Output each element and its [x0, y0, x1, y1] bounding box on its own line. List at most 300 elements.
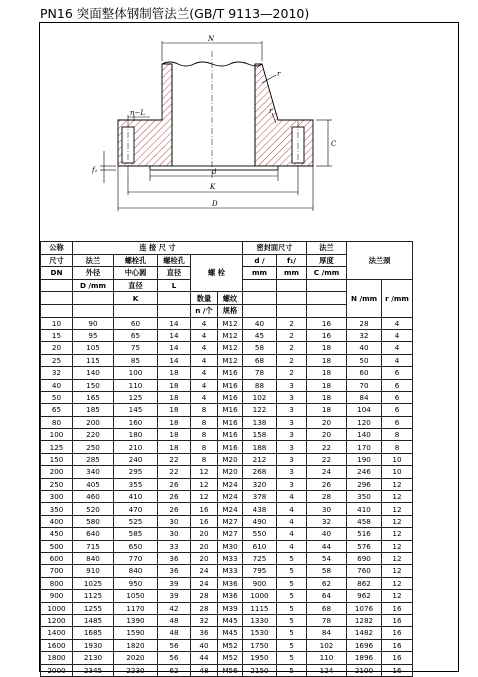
table-cell: 50 [41, 391, 73, 403]
table-cell: 85 [114, 354, 158, 366]
table-cell: 54 [307, 552, 347, 564]
header-bolt-hole-unit: L [158, 279, 191, 292]
table-cell: M52 [218, 652, 243, 664]
header-bolt-hole: 螺栓孔 [158, 254, 191, 267]
table-cell: M16 [218, 391, 243, 403]
table-cell: 44 [191, 652, 218, 664]
table-cell: 500 [41, 540, 73, 552]
table-cell: M24 [218, 491, 243, 503]
table-cell: 102 [307, 639, 347, 651]
header-c-unit: C /mm [307, 267, 347, 280]
table-cell: 39 [158, 577, 191, 589]
table-cell: 2000 [41, 664, 73, 676]
header-N-unit: N /mm [347, 279, 382, 317]
table-cell: 42 [158, 602, 191, 614]
table-cell: 8 [191, 453, 218, 465]
table-cell: 2 [277, 317, 307, 329]
dim-nL-label: n−L [130, 109, 146, 117]
table-cell: 3 [277, 429, 307, 441]
table-cell: 32 [347, 329, 382, 341]
table-cell: 2150 [243, 664, 277, 676]
table-cell: 410 [347, 503, 382, 515]
table-cell: 70 [347, 379, 382, 391]
table-cell: 4 [191, 354, 218, 366]
table-cell: 60 [114, 317, 158, 329]
table-cell: M20 [218, 466, 243, 478]
table-cell: 355 [114, 478, 158, 490]
table-cell: 405 [73, 478, 114, 490]
table-cell: 5 [277, 552, 307, 564]
table-cell: 576 [347, 540, 382, 552]
table-cell: 12 [382, 503, 413, 515]
table-cell: 48 [158, 627, 191, 639]
table-cell: 102 [243, 391, 277, 403]
table-cell: 4 [191, 317, 218, 329]
table-cell: 862 [347, 577, 382, 589]
table-cell: 12 [191, 478, 218, 490]
table-cell: M16 [218, 441, 243, 453]
flange-spec-table [40, 241, 413, 677]
table-cell: 340 [73, 466, 114, 478]
table-cell: 20 [191, 540, 218, 552]
table-cell: 14 [158, 317, 191, 329]
table-cell: 104 [347, 404, 382, 416]
table-cell: 5 [277, 565, 307, 577]
table-cell: 36 [191, 627, 218, 639]
table-cell: M33 [218, 565, 243, 577]
table-cell: 1125 [73, 590, 114, 602]
header-thickness: 厚度 [307, 254, 347, 267]
flange-drawing [40, 23, 458, 241]
table-cell: 28 [191, 602, 218, 614]
table-cell: 12 [382, 478, 413, 490]
table-cell: 1820 [114, 639, 158, 651]
table-cell: 18 [158, 367, 191, 379]
table-cell: 24 [191, 565, 218, 577]
table-cell: 5 [277, 664, 307, 676]
table-cell: 5 [277, 577, 307, 589]
table-cell: 180 [114, 429, 158, 441]
table-cell: 48 [158, 614, 191, 626]
table-cell: 5 [277, 652, 307, 664]
table-cell: 6 [382, 416, 413, 428]
table-cell: 16 [382, 627, 413, 639]
table-cell: 22 [307, 441, 347, 453]
table-cell: 36 [158, 565, 191, 577]
table-row [41, 528, 413, 540]
header-flange: 法兰 [307, 242, 347, 255]
table-row [41, 590, 413, 602]
table-cell: 26 [158, 503, 191, 515]
table-cell: 350 [347, 491, 382, 503]
header-connection: 连 接 尺 寸 [73, 242, 243, 255]
table-cell: 650 [114, 540, 158, 552]
header-bolt-circle3: 直径 [114, 279, 158, 292]
table-row [41, 565, 413, 577]
table-cell: M20 [218, 453, 243, 465]
table-cell: 1076 [347, 602, 382, 614]
table-cell: 32 [191, 614, 218, 626]
table-cell: 62 [307, 577, 347, 589]
table-cell: 400 [41, 515, 73, 527]
table-row [41, 416, 413, 428]
table-cell: 125 [114, 391, 158, 403]
table-cell: 840 [73, 552, 114, 564]
table-cell: 1115 [243, 602, 277, 614]
table-cell: 78 [307, 614, 347, 626]
table-cell: 20 [307, 429, 347, 441]
table-cell: 3 [277, 441, 307, 453]
table-cell: 700 [41, 565, 73, 577]
table-cell: 2 [277, 354, 307, 366]
table-cell: 300 [41, 491, 73, 503]
table-cell: 1800 [41, 652, 73, 664]
table-row [41, 614, 413, 626]
table-cell: 18 [307, 391, 347, 403]
table-cell: 200 [73, 416, 114, 428]
table-cell: M16 [218, 429, 243, 441]
table-cell: 26 [158, 491, 191, 503]
table-cell: 4 [382, 317, 413, 329]
table-cell: 640 [73, 528, 114, 540]
table-cell: 56 [158, 639, 191, 651]
table-cell: 3 [277, 379, 307, 391]
table-cell: 2 [277, 329, 307, 341]
table-cell: 165 [73, 391, 114, 403]
table-cell: 4 [382, 354, 413, 366]
table-cell: 14 [158, 329, 191, 341]
table-row [41, 503, 413, 515]
table-cell: 160 [114, 416, 158, 428]
table-cell: 2345 [73, 664, 114, 676]
table-cell: 8 [191, 429, 218, 441]
table-cell: 10 [382, 453, 413, 465]
table-cell: 8 [382, 429, 413, 441]
table-cell: 1170 [114, 602, 158, 614]
table-cell: 16 [191, 503, 218, 515]
table-cell: 30 [158, 528, 191, 540]
table-cell: 18 [307, 342, 347, 354]
table-cell: 30 [307, 503, 347, 515]
table-cell: 10 [41, 317, 73, 329]
table-cell: 1750 [243, 639, 277, 651]
table-cell: 18 [158, 379, 191, 391]
table-cell: 78 [243, 367, 277, 379]
table-cell: 15 [41, 329, 73, 341]
table-cell: 1000 [243, 590, 277, 602]
table-cell: 28 [307, 491, 347, 503]
header-seal-face: 密封面尺寸 [243, 242, 307, 255]
table-cell: 28 [191, 590, 218, 602]
table-cell: 24 [191, 577, 218, 589]
table-cell: 800 [41, 577, 73, 589]
table-cell: 4 [191, 391, 218, 403]
header-od: 法兰 [73, 254, 114, 267]
table-cell: 12 [191, 491, 218, 503]
table-cell: 250 [41, 478, 73, 490]
table-cell: 715 [73, 540, 114, 552]
header-dn: DN [41, 267, 73, 280]
table-row [41, 453, 413, 465]
table-cell: 64 [307, 590, 347, 602]
header-bolts: 螺 栓 [191, 254, 243, 292]
table-row [41, 478, 413, 490]
table-cell: 110 [307, 652, 347, 664]
table-cell: M16 [218, 367, 243, 379]
table-row [41, 441, 413, 453]
table-cell: 4 [277, 540, 307, 552]
table-cell: M12 [218, 317, 243, 329]
table-cell: 12 [382, 491, 413, 503]
table-row [41, 466, 413, 478]
header-bolt-qty-unit: n /个 [191, 304, 218, 317]
table-cell: 10 [382, 466, 413, 478]
table-cell: 28 [347, 317, 382, 329]
table-cell: 170 [347, 441, 382, 453]
table-cell: M16 [218, 379, 243, 391]
table-cell: 32 [307, 515, 347, 527]
table-cell: 6 [382, 379, 413, 391]
table-cell: 250 [73, 441, 114, 453]
table-row [41, 354, 413, 366]
table-cell: M36 [218, 577, 243, 589]
header-size: 尺寸 [41, 254, 73, 267]
table-cell: 4 [191, 342, 218, 354]
dim-f1-label: f₁ [92, 166, 98, 174]
table-cell: 65 [41, 404, 73, 416]
header-neck: 法兰颈 [347, 242, 413, 280]
table-cell: 16 [191, 515, 218, 527]
table-cell: M52 [218, 639, 243, 651]
table-cell: 18 [307, 367, 347, 379]
table-cell: 470 [114, 503, 158, 515]
table-cell: 962 [347, 590, 382, 602]
header-bolt-circle: 螺栓孔 [114, 254, 158, 267]
table-cell: 25 [41, 354, 73, 366]
table-cell: 16 [382, 602, 413, 614]
header-d-mm: mm [243, 267, 277, 280]
table-cell: 4 [382, 329, 413, 341]
table-row [41, 664, 413, 676]
table-cell: M12 [218, 342, 243, 354]
table-cell: 140 [347, 429, 382, 441]
table-cell: 18 [158, 404, 191, 416]
table-cell: M27 [218, 515, 243, 527]
table-cell: 36 [158, 552, 191, 564]
table-cell: M12 [218, 329, 243, 341]
table-cell: 580 [73, 515, 114, 527]
table-cell: 12 [191, 466, 218, 478]
table-row [41, 329, 413, 341]
table-cell: 2 [277, 342, 307, 354]
table-cell: 84 [347, 391, 382, 403]
table-cell: 770 [114, 552, 158, 564]
table-cell: 16 [307, 329, 347, 341]
table-cell: 2100 [347, 664, 382, 676]
table-cell: 2230 [114, 664, 158, 676]
table-cell: 80 [41, 416, 73, 428]
table-cell: 458 [347, 515, 382, 527]
table-cell: 246 [347, 466, 382, 478]
table-cell: 1482 [347, 627, 382, 639]
table-cell: 4 [191, 379, 218, 391]
table-cell: 3 [277, 404, 307, 416]
table-cell: 610 [243, 540, 277, 552]
table-cell: 2020 [114, 652, 158, 664]
table-cell: 4 [382, 342, 413, 354]
table-cell: 950 [114, 577, 158, 589]
header-od2: 外径 [73, 267, 114, 280]
table-cell: 12 [382, 528, 413, 540]
table-cell: M24 [218, 503, 243, 515]
table-cell: 40 [191, 639, 218, 651]
table-cell: 220 [73, 429, 114, 441]
table-cell: 378 [243, 491, 277, 503]
table-cell: 296 [347, 478, 382, 490]
table-cell: 600 [41, 552, 73, 564]
table-row [41, 429, 413, 441]
table-cell: 20 [307, 416, 347, 428]
table-cell: 4 [277, 528, 307, 540]
table-cell: 39 [158, 590, 191, 602]
table-cell: M45 [218, 627, 243, 639]
table-cell: 18 [158, 441, 191, 453]
table-cell: 210 [114, 441, 158, 453]
table-cell: 1200 [41, 614, 73, 626]
table-cell: 68 [243, 354, 277, 366]
table-cell: 1330 [243, 614, 277, 626]
table-cell: 138 [243, 416, 277, 428]
table-cell: 44 [307, 540, 347, 552]
table-cell: 4 [191, 329, 218, 341]
table-cell: 5 [277, 639, 307, 651]
header-nominal: 公称 [41, 242, 73, 255]
table-cell: 16 [382, 652, 413, 664]
table-cell: 185 [73, 404, 114, 416]
table-cell: 1685 [73, 627, 114, 639]
table-cell: 4 [191, 367, 218, 379]
header-bolt-circle-unit: K [114, 292, 158, 305]
table-row [41, 491, 413, 503]
table-cell: 5 [277, 614, 307, 626]
table-cell: 40 [243, 317, 277, 329]
table-cell: 1282 [347, 614, 382, 626]
table-cell: 33 [158, 540, 191, 552]
table-cell: 12 [382, 577, 413, 589]
table-cell: 16 [307, 317, 347, 329]
table-cell: 95 [73, 329, 114, 341]
table-cell: 3 [277, 478, 307, 490]
table-cell: 140 [73, 367, 114, 379]
table-cell: 150 [73, 379, 114, 391]
table-cell: 3 [277, 453, 307, 465]
table-cell: M30 [218, 540, 243, 552]
table-cell: 68 [307, 602, 347, 614]
table-cell: 100 [41, 429, 73, 441]
table-cell: 88 [243, 379, 277, 391]
table-cell: 24 [307, 466, 347, 478]
table-cell: 190 [347, 453, 382, 465]
table-row [41, 317, 413, 329]
table-cell: 48 [191, 664, 218, 676]
table-cell: 30 [158, 515, 191, 527]
table-cell: 90 [73, 317, 114, 329]
table-row [41, 552, 413, 564]
header-f1: f₁/ [277, 254, 307, 267]
table-row [41, 577, 413, 589]
table-cell: M16 [218, 416, 243, 428]
table-cell: 125 [41, 441, 73, 453]
table-cell: 22 [307, 453, 347, 465]
table-cell: 26 [158, 478, 191, 490]
table-cell: 240 [114, 453, 158, 465]
table-cell: 4 [277, 503, 307, 515]
table-cell: 5 [277, 590, 307, 602]
table-cell: 1050 [114, 590, 158, 602]
table-cell: M39 [218, 602, 243, 614]
table-cell: 58 [307, 565, 347, 577]
header-r-unit: r /mm [382, 279, 413, 317]
table-cell: 1530 [243, 627, 277, 639]
table-cell: 1485 [73, 614, 114, 626]
table-cell: 12 [382, 552, 413, 564]
table-cell: 1255 [73, 602, 114, 614]
table-cell: 1590 [114, 627, 158, 639]
table-cell: 18 [307, 404, 347, 416]
table-cell: 62 [158, 664, 191, 676]
table-cell: 100 [114, 367, 158, 379]
table-cell: M56 [218, 664, 243, 676]
table-cell: 14 [158, 342, 191, 354]
table-row [41, 404, 413, 416]
table-cell: 32 [41, 367, 73, 379]
table-cell: 460 [73, 491, 114, 503]
dim-D-label: D [212, 200, 218, 208]
table-cell: 84 [307, 627, 347, 639]
table-cell: M33 [218, 552, 243, 564]
table-cell: 490 [243, 515, 277, 527]
table-body [41, 317, 413, 676]
table-cell: 122 [243, 404, 277, 416]
table-cell: 8 [382, 441, 413, 453]
table-cell: 16 [382, 614, 413, 626]
table-cell: 795 [243, 565, 277, 577]
table-cell: 525 [114, 515, 158, 527]
page-title: PN16 突面整体钢制管法兰(GB/T 9113—2010) [40, 6, 310, 21]
header-bolt-circle2: 中心圆 [114, 267, 158, 280]
table-cell: 4 [277, 491, 307, 503]
table-row [41, 639, 413, 651]
table-cell: 438 [243, 503, 277, 515]
table-cell: 18 [158, 429, 191, 441]
table-cell: 1950 [243, 652, 277, 664]
table-row [41, 627, 413, 639]
table-cell: 12 [382, 515, 413, 527]
table-cell: 2130 [73, 652, 114, 664]
table-cell: 1896 [347, 652, 382, 664]
table-cell: 285 [73, 453, 114, 465]
header-bolt-thread: 螺纹 [218, 292, 243, 305]
table-cell: 450 [41, 528, 73, 540]
table-cell: 900 [41, 590, 73, 602]
table-cell: 18 [307, 354, 347, 366]
table-row [41, 367, 413, 379]
table-cell: 8 [191, 404, 218, 416]
table-cell: 26 [307, 478, 347, 490]
table-cell: 40 [307, 528, 347, 540]
table-cell: 12 [382, 540, 413, 552]
table-cell: 65 [114, 329, 158, 341]
